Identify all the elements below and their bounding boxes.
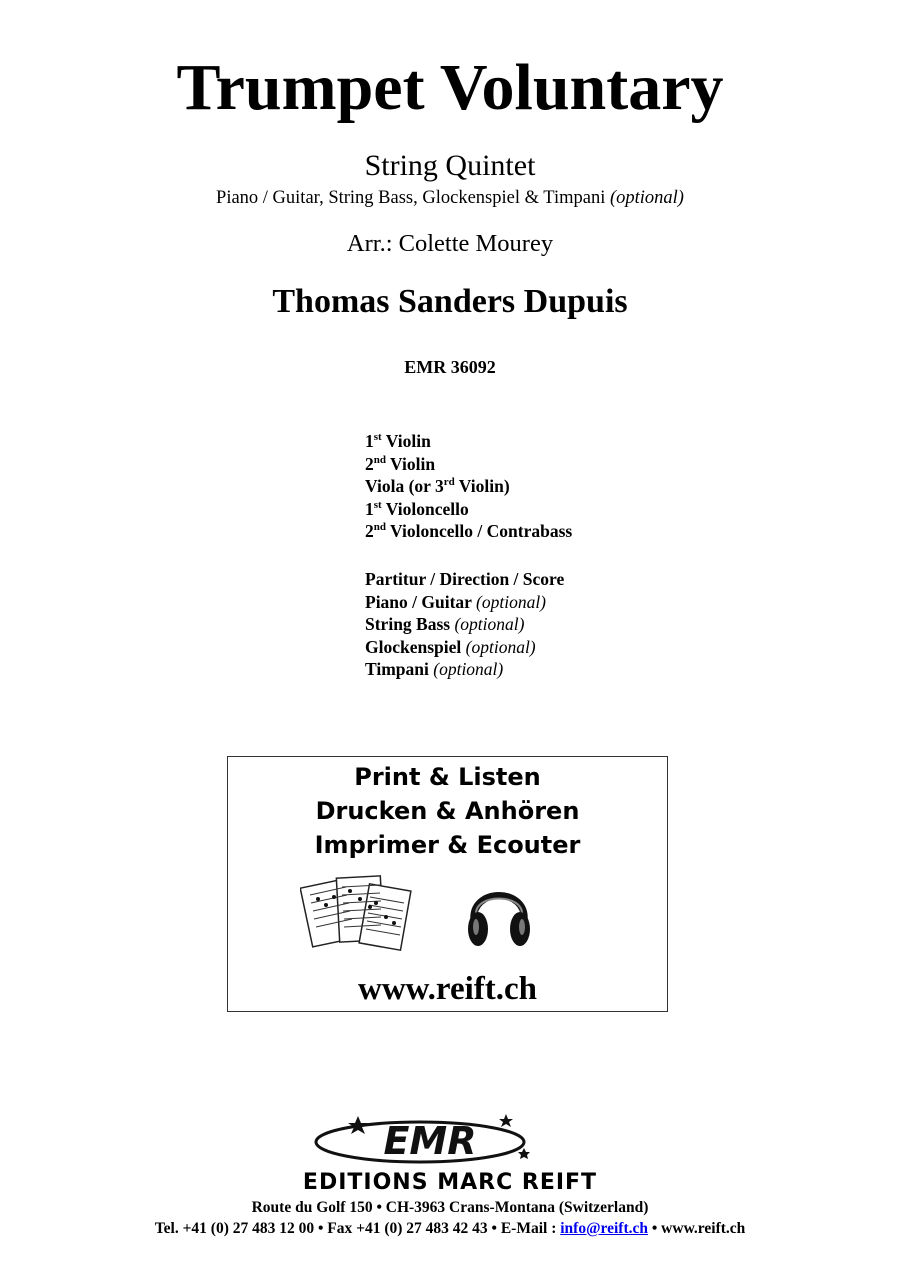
score-part-item: Glockenspiel (optional) — [365, 636, 536, 657]
composer: Thomas Sanders Dupuis — [272, 283, 628, 320]
promo-url: www.reift.ch — [357, 971, 538, 1007]
publisher-contact — [0, 1219, 900, 1239]
instrumentation-line — [0, 186, 900, 210]
part-item: Viola (or 3rd Violin) — [365, 476, 510, 497]
catalog-number: EMR 36092 — [404, 357, 496, 377]
part-item: 1st Violin — [365, 431, 431, 451]
score-title: Trumpet Voluntary — [176, 51, 724, 124]
sheet-music-icon — [300, 873, 412, 957]
contact-web: • www.reift.ch — [648, 1220, 746, 1237]
promo-line-fr: Imprimer & Ecouter — [314, 831, 581, 859]
publisher-address: Route du Golf 150 • CH-3963 Crans-Montana (Switzerland) — [251, 1199, 649, 1216]
logo-text: EMR — [383, 1119, 477, 1163]
print-listen-box — [227, 756, 668, 1012]
instrumentation-text: Piano / Guitar, String Bass, Glockenspiel & Timpani — [216, 188, 606, 208]
instrumentation-optional: (optional) — [609, 188, 684, 208]
score-parts-list — [365, 568, 564, 681]
promo-line-de: Drucken & Anhören — [315, 797, 580, 825]
score-part-item: Timpani (optional) — [365, 659, 504, 680]
parts-list — [365, 430, 572, 543]
part-item: 2nd Violoncello / Contrabass — [365, 521, 573, 542]
headphones-icon — [464, 875, 534, 955]
score-subtitle: String Quintet — [364, 149, 536, 182]
email-link[interactable]: info@reift.ch — [560, 1220, 648, 1237]
promo-line-en: Print & Listen — [354, 763, 541, 791]
score-part-item: Piano / Guitar (optional) — [365, 591, 547, 612]
contact-phone-fax: Tel. +41 (0) 27 483 12 00 • Fax +41 (0) 27 483 42 43 • E-Mail : — [154, 1220, 561, 1237]
publisher-name: EDITIONS MARC REIFT — [302, 1170, 598, 1195]
emr-logo — [310, 1108, 550, 1168]
part-item: 1st Violoncello — [365, 498, 469, 519]
arranger: Arr.: Colette Mourey — [346, 230, 554, 257]
score-part-item: String Bass (optional) — [365, 614, 525, 635]
part-item: 2nd Violin — [365, 453, 436, 474]
score-part-item: Partitur / Direction / Score — [365, 569, 565, 589]
